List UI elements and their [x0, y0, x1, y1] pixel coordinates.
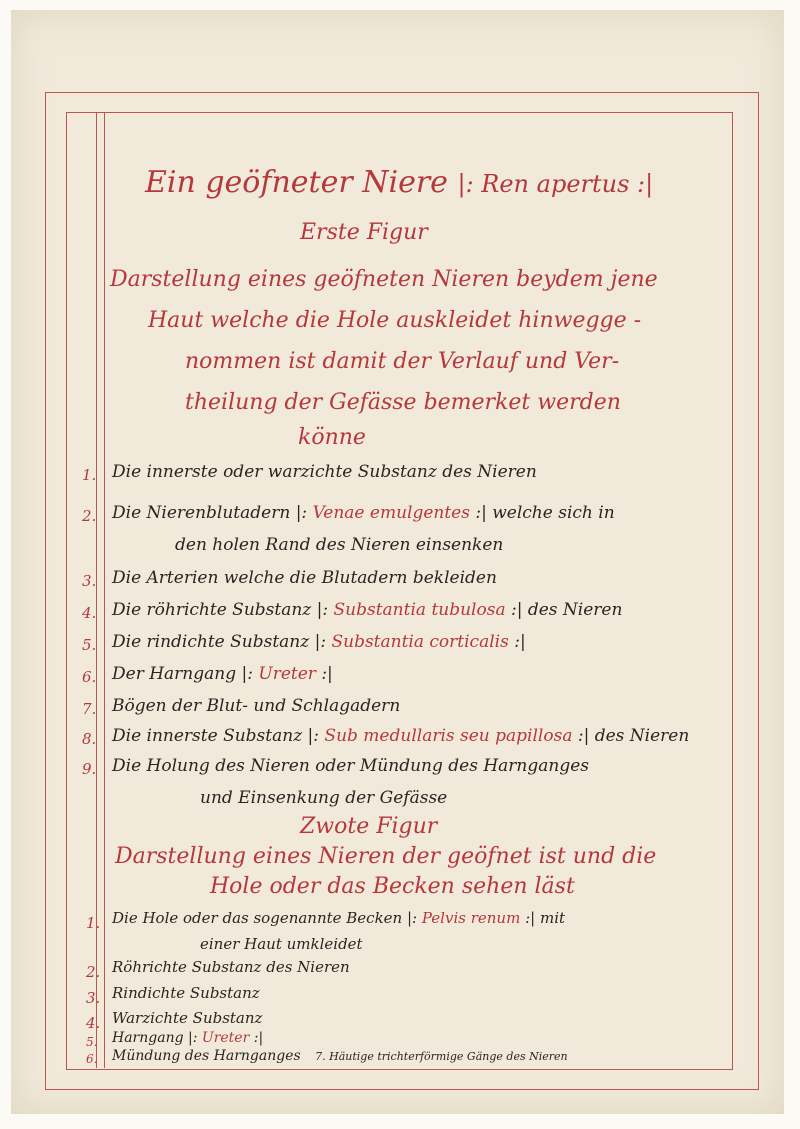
list-item-extra: 7. Häutige trichterförmige Gänge des Nieren: [315, 1050, 568, 1063]
figure2-heading: Zwote Figur: [300, 814, 438, 839]
item-number: 3.: [82, 572, 97, 590]
figure1-description-line: nommen ist damit der Verlauf und Ver-: [185, 349, 620, 374]
figure1-description-line: theilung der Gefässe bemerket werden: [185, 390, 621, 415]
item-number: 2.: [86, 963, 101, 981]
latin-term: Ureter: [258, 664, 316, 684]
list-item: Die rindichte Substanz |: Substantia corticalis :|: [112, 632, 526, 652]
list-item: Die Hole oder das sogenannte Becken |: Pelvis renum :| mit: [112, 909, 566, 927]
list-item: Die Nierenblutadern |: Venae emulgentes :| welche sich in: [112, 503, 615, 523]
figure1-description-line: Darstellung eines geöfneten Nieren beydem jene: [110, 267, 658, 292]
latin-term: Pelvis renum: [421, 909, 521, 927]
list-item: Röhrichte Substanz des Nieren: [112, 958, 350, 976]
item-number: 5.: [86, 1035, 98, 1049]
title-latin: |: Ren apertus :|: [457, 170, 654, 198]
list-item: Die Holung des Nieren oder Mündung des Harnganges: [112, 756, 590, 776]
list-item: Die innerste Substanz |: Sub medullaris seu papillosa :| des Nieren: [112, 726, 690, 746]
item-number: 2.: [82, 507, 97, 525]
item-number: 3.: [86, 989, 101, 1007]
latin-term: Sub medullaris seu papillosa: [324, 726, 573, 746]
margin-rule: [104, 112, 105, 1068]
item-number: 1.: [82, 466, 97, 484]
item-number: 6.: [86, 1052, 98, 1066]
item-number: 5.: [82, 636, 97, 654]
figure2-description-line: Hole oder das Becken sehen läst: [210, 874, 575, 899]
item-number: 4.: [82, 604, 97, 622]
item-number: 8.: [82, 730, 97, 748]
list-item-continuation: den holen Rand des Nieren einsenken: [175, 535, 504, 555]
page-title: [145, 165, 653, 200]
item-number: 6.: [82, 668, 97, 686]
latin-term: Venae emulgentes: [312, 503, 470, 523]
list-item: Harngang |: Ureter :|: [112, 1030, 264, 1046]
list-item: Warzichte Substanz: [112, 1009, 263, 1027]
list-item: Mündung des Harnganges 7. Häutige trichterförmige Gänge des Nieren: [112, 1048, 568, 1064]
latin-term: Substantia tubulosa: [333, 600, 506, 620]
list-item: Bögen der Blut- und Schlagadern: [112, 696, 401, 716]
item-number: 1.: [86, 914, 101, 932]
list-item: Die Arterien welche die Blutadern bekleiden: [112, 568, 497, 588]
list-item-continuation: und Einsenkung der Gefässe: [200, 788, 448, 808]
figure1-heading: Erste Figur: [300, 220, 428, 245]
title-german: Ein geöfneter Niere: [145, 165, 448, 200]
list-item: Die innerste oder warzichte Substanz des Nieren: [112, 462, 537, 482]
list-item: Der Harngang |: Ureter :|: [112, 664, 333, 684]
item-number: 7.: [82, 700, 97, 718]
list-item: Die röhrichte Substanz |: Substantia tubulosa :| des Nieren: [112, 600, 623, 620]
list-item-continuation: einer Haut umkleidet: [200, 935, 363, 953]
figure2-description-line: Darstellung eines Nieren der geöfnet ist und die: [115, 844, 657, 869]
item-number: 4.: [86, 1014, 101, 1032]
list-item: Rindichte Substanz: [112, 984, 260, 1002]
latin-term: Substantia corticalis: [331, 632, 509, 652]
latin-term: Ureter: [201, 1030, 250, 1046]
item-number: 9.: [82, 760, 97, 778]
figure1-description-line: könne: [298, 425, 366, 450]
figure1-description-line: Haut welche die Hole auskleidet hinwegge -: [148, 308, 642, 333]
